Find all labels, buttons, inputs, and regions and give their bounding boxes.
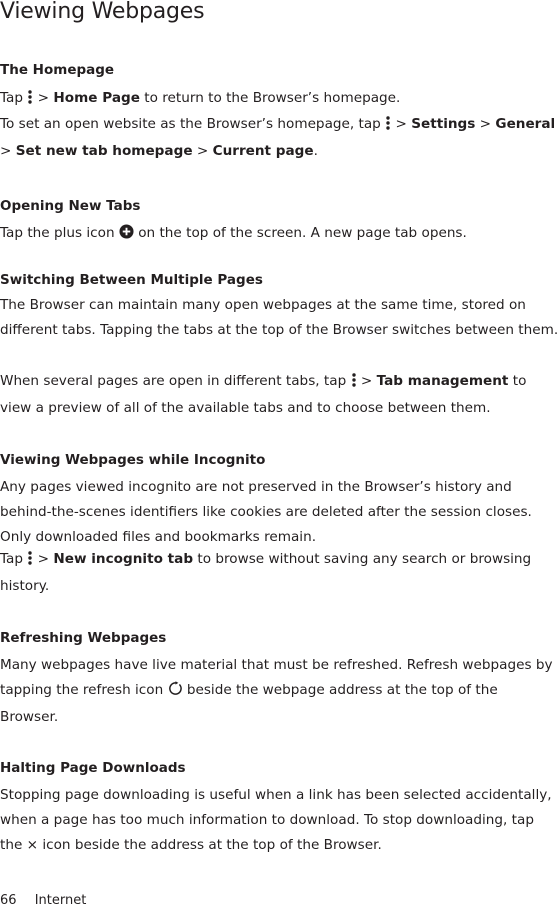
paragraph-incognito-1: Any pages viewed incognito are not preserved in the Browser’s history and behind-the-scenes identifiers like cookies are deleted after the session closes. Only downloaded files and bookmarks remain.	[0, 479, 532, 545]
section-heading-halting: Halting Page Downloads	[0, 760, 186, 776]
section-heading-refreshing: Refreshing Webpages	[0, 630, 167, 646]
page-title: Viewing Webpages	[0, 0, 205, 24]
paragraph-homepage-1: Tap > Home Page to return to the Browser’s homepage.	[0, 86, 560, 113]
paragraph-homepage-2: To set an open website as the Browser’s homepage, tap > Settings > General > Set new tab homepage > Current page.	[0, 116, 556, 159]
section-heading-new-tabs: Opening New Tabs	[0, 198, 141, 214]
plus-circle-icon	[119, 223, 134, 248]
page-number: 66	[0, 893, 17, 908]
footer-section-name: Internet	[34, 893, 87, 908]
section-heading-homepage: The Homepage	[0, 62, 115, 78]
section-heading-switching-pages: Switching Between Multiple Pages	[0, 272, 263, 288]
paragraph-new-tabs: Tap the plus icon on the top of the screen. A new page tab opens.	[0, 221, 560, 248]
paragraph-refreshing: Many webpages have live material that must be refreshed. Refresh webpages by tapping the refresh icon beside the webpage address at the top of the Browser.	[0, 657, 553, 725]
paragraph-switching-2: When several pages are open in different tabs, tap > Tab management to view a preview of all of the available tabs and to choose between them.	[0, 373, 527, 416]
section-heading-incognito: Viewing Webpages while Incognito	[0, 452, 266, 468]
page-footer	[0, 893, 86, 908]
paragraph-incognito-2: Tap > New incognito tab to browse without saving any search or browsing history.	[0, 551, 532, 594]
paragraph-switching-1: The Browser can maintain many open webpages at the same time, stored on different tabs. Tapping the tabs at the top of the Browser switches between them.	[0, 297, 559, 338]
refresh-icon	[168, 680, 183, 705]
paragraph-halting: Stopping page downloading is useful when a link has been selected accidentally, when a page has too much information to download. To stop downloading, tap the × icon beside the address at the top of the Browser.	[0, 787, 552, 853]
